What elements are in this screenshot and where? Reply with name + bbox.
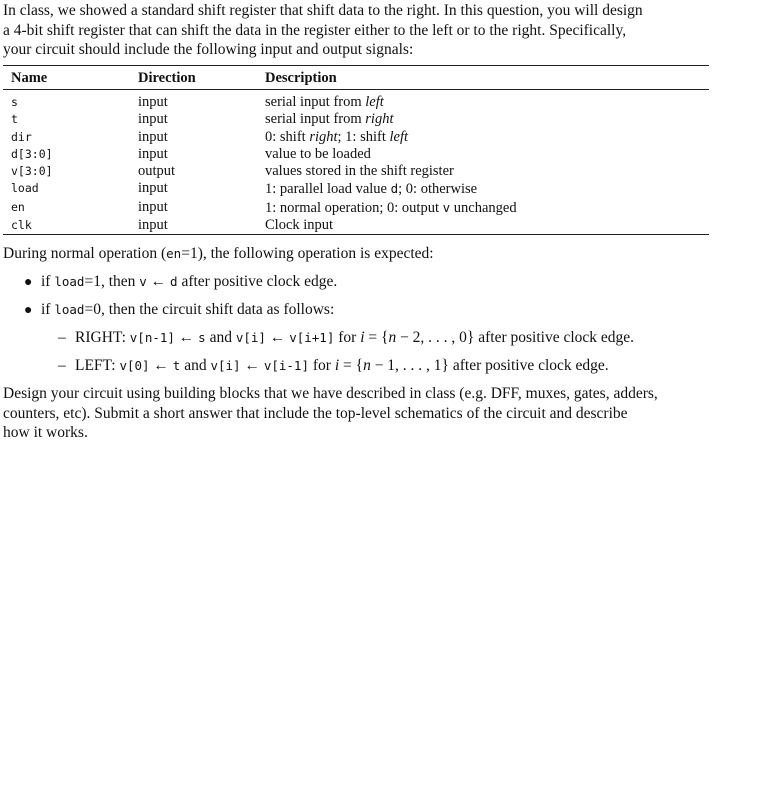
signal-description: serial input from right	[265, 111, 394, 128]
signal-name: s	[11, 95, 18, 109]
closing-line-2: counters, etc). Submit a short answer that include the top-level schematics of the circuit and describe	[3, 404, 628, 422]
list-item: ● if load=0, then the circuit shift data as follows:	[24, 301, 335, 318]
signal-name: dir	[11, 129, 32, 144]
table-row	[3, 90, 709, 112]
closing-paragraph	[3, 384, 709, 443]
table-row	[3, 180, 709, 198]
signal-name: clk	[11, 218, 32, 233]
dash-icon: –	[58, 329, 66, 346]
signal-name: d[3:0]	[11, 146, 53, 161]
list-item: ● if load=1, then v ← d after positive clock edge.	[24, 273, 338, 290]
signal-direction: output	[138, 163, 176, 180]
normal-operation-paragraph: During normal operation (en=1), the following operation is expected:	[3, 245, 434, 262]
table-row	[3, 217, 709, 235]
signal-description: 1: normal operation; 0: output v unchanged	[265, 199, 517, 216]
table-row	[3, 129, 709, 146]
table-row	[3, 163, 709, 180]
signal-name: t	[11, 112, 18, 127]
signal-name: load	[11, 181, 39, 196]
signal-direction: input	[138, 180, 168, 197]
table-header-row	[3, 66, 709, 90]
signal-description: 1: parallel load value d; 0: otherwise	[265, 181, 478, 198]
header-description: Description	[265, 66, 709, 90]
signal-description: serial input from left	[265, 94, 384, 110]
header-name: Name	[3, 66, 138, 90]
signal-name: v[3:0]	[11, 164, 53, 179]
table-row	[3, 111, 709, 128]
signal-direction: input	[138, 111, 168, 128]
list-item: – LEFT: v[0] ← t and v[i] ← v[i-1] for i = {n − 1, . . . , 1} after positive clock edge.	[58, 357, 609, 374]
intro-line-2: a 4-bit shift register that can shift the data in the register either to the left or to the right. Specifically,	[3, 21, 627, 39]
signal-direction: input	[138, 217, 265, 235]
list-item: – RIGHT: v[n-1] ← s and v[i] ← v[i+1] for i = {n − 2, . . . , 0} after positive clock edge.	[58, 329, 635, 346]
closing-line-1: Design your circuit using building blocks that we have described in class (e.g. DFF, muxes, gates, adders,	[3, 385, 658, 402]
dash-icon: –	[58, 357, 66, 374]
header-direction: Direction	[138, 66, 265, 90]
intro-line-1: In class, we showed a standard shift register that shift data to the right. In this question, you will design	[3, 2, 643, 19]
intro-paragraph	[3, 1, 709, 60]
signal-table	[3, 65, 709, 235]
signal-direction: input	[138, 94, 168, 110]
signal-direction: input	[138, 198, 168, 215]
closing-line-3: how it works.	[3, 424, 88, 441]
bullet-icon: ●	[24, 303, 33, 318]
signal-direction: input	[138, 128, 168, 145]
table-row	[3, 199, 709, 217]
signal-name: en	[11, 199, 25, 214]
signal-description: Clock input	[265, 217, 709, 235]
signal-description: values stored in the shift register	[265, 163, 454, 180]
intro-line-3: your circuit should include the following input and output signals:	[3, 41, 414, 58]
table-row	[3, 146, 709, 163]
bullet-icon: ●	[24, 275, 33, 290]
signal-direction: input	[138, 145, 168, 162]
signal-description: 0: shift right; 1: shift left	[265, 128, 409, 145]
signal-description: value to be loaded	[265, 145, 371, 162]
